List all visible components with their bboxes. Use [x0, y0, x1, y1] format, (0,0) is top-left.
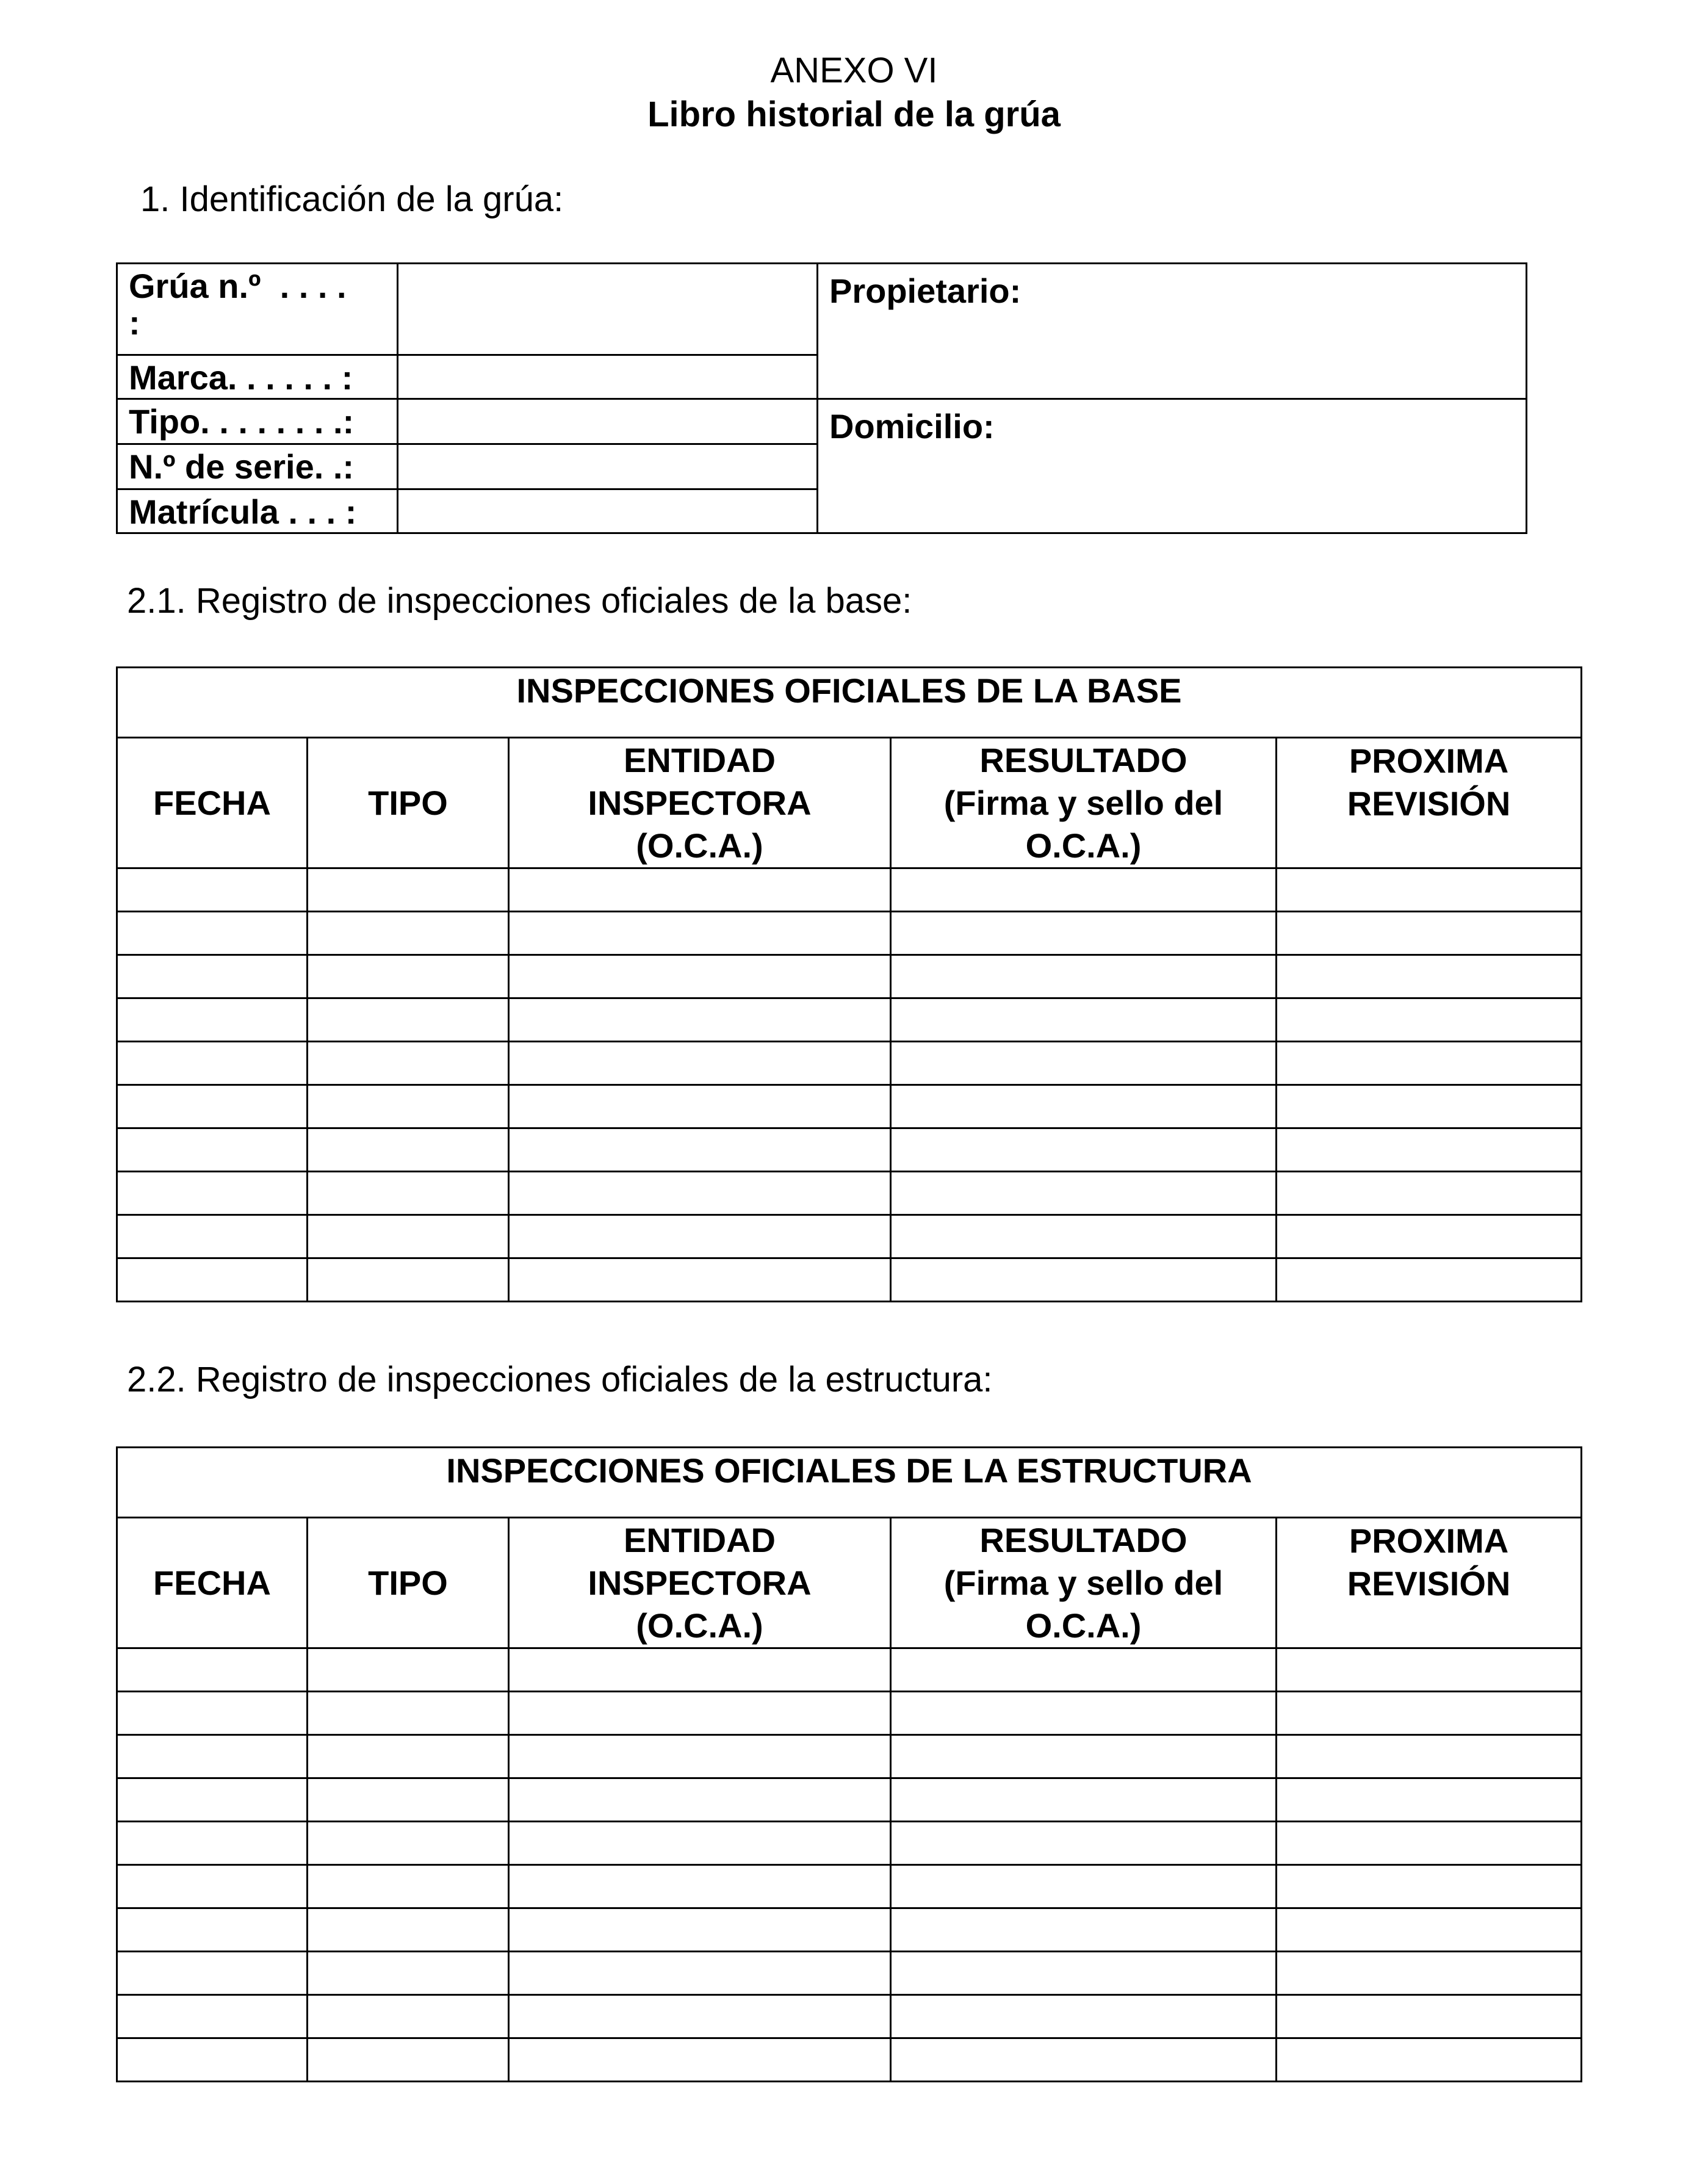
type-label: Tipo. . . . . . . .:: [117, 399, 398, 444]
table-cell[interactable]: [891, 998, 1277, 1042]
col-header-entidad: [509, 738, 891, 868]
table-row: [117, 1085, 1582, 1128]
table-cell[interactable]: [117, 955, 308, 998]
col-header-resultado-line2: (Firma y sello del: [943, 783, 1223, 822]
col-header-entidad-line2: INSPECTORA: [588, 783, 812, 822]
table-cell[interactable]: [308, 1085, 509, 1128]
table-cell[interactable]: [891, 1648, 1277, 1692]
table-row: [117, 1648, 1582, 1692]
table-row: [117, 1258, 1582, 1302]
table-cell[interactable]: [308, 2038, 509, 2082]
table-cell[interactable]: [891, 1822, 1277, 1865]
col-header-resultado-line2: (Firma y sello del: [943, 1563, 1223, 1602]
section-2-2-heading: 2.2. Registro de inspecciones oficiales de la estructura:: [127, 1360, 993, 1399]
col-header-proxima-line1: PROXIMA: [1349, 1521, 1509, 1560]
col-header-fecha: FECHA: [117, 1518, 308, 1648]
table-row: [117, 955, 1582, 998]
table-cell[interactable]: [509, 1215, 891, 1258]
table-cell[interactable]: [891, 1952, 1277, 1995]
document-title: Libro historial de la grúa: [647, 95, 1061, 134]
table-cell[interactable]: [117, 868, 308, 912]
table-cell[interactable]: [509, 1692, 891, 1735]
table-cell[interactable]: [117, 998, 308, 1042]
table-cell[interactable]: [891, 1778, 1277, 1822]
table-row: [117, 912, 1582, 955]
table-row: [117, 1042, 1582, 1085]
table-cell[interactable]: [1277, 1778, 1582, 1822]
table-cell[interactable]: [1277, 912, 1582, 955]
table-row: [117, 998, 1582, 1042]
table-cell[interactable]: [117, 1995, 308, 2038]
table-cell[interactable]: [1277, 2038, 1582, 2082]
serial-number-label: N.º de serie. .:: [117, 444, 398, 489]
table-cell[interactable]: [509, 2038, 891, 2082]
table-cell[interactable]: [117, 1648, 308, 1692]
col-header-resultado: [891, 738, 1277, 868]
table-cell[interactable]: [1277, 1735, 1582, 1778]
col-header-fecha: FECHA: [117, 738, 308, 868]
table-cell[interactable]: [509, 1085, 891, 1128]
table-row: [117, 1952, 1582, 1995]
table-cell[interactable]: [117, 1172, 308, 1215]
table-row: [117, 1778, 1582, 1822]
table-cell[interactable]: [891, 868, 1277, 912]
table-cell[interactable]: [308, 1258, 509, 1302]
table-cell[interactable]: [117, 1735, 308, 1778]
table-cell[interactable]: [509, 1258, 891, 1302]
table-cell[interactable]: [308, 1042, 509, 1085]
table-row: [117, 1735, 1582, 1778]
table-cell[interactable]: [509, 955, 891, 998]
table-row: [117, 1692, 1582, 1735]
table-cell[interactable]: [308, 1908, 509, 1952]
crane-number-label: Grúa n.º . . . . :: [117, 264, 398, 355]
table-cell[interactable]: [308, 998, 509, 1042]
col-header-resultado-line1: RESULTADO: [979, 740, 1187, 779]
table-cell[interactable]: [117, 1822, 308, 1865]
table-cell[interactable]: [509, 1778, 891, 1822]
table-cell[interactable]: [117, 1692, 308, 1735]
table-cell[interactable]: [117, 1258, 308, 1302]
col-header-resultado-line1: RESULTADO: [979, 1520, 1187, 1559]
col-header-entidad-line1: ENTIDAD: [624, 1520, 776, 1559]
table-cell[interactable]: [509, 1172, 891, 1215]
table-cell[interactable]: [1277, 1995, 1582, 2038]
col-header-entidad-line3: (O.C.A.): [636, 826, 763, 865]
table-cell[interactable]: [509, 912, 891, 955]
col-header-proxima: [1277, 738, 1582, 868]
table-cell[interactable]: [891, 1865, 1277, 1908]
table-cell[interactable]: [509, 1735, 891, 1778]
table-cell[interactable]: [891, 1258, 1277, 1302]
table-cell[interactable]: [308, 912, 509, 955]
table-cell[interactable]: [891, 1692, 1277, 1735]
owner-field[interactable]: [818, 264, 1527, 399]
address-label: Domicilio:: [829, 407, 995, 446]
structure-table-title: INSPECCIONES OFICIALES DE LA ESTRUCTURA: [117, 1448, 1582, 1518]
table-cell[interactable]: [1277, 1952, 1582, 1995]
address-field[interactable]: [818, 399, 1527, 533]
table-cell[interactable]: [308, 1865, 509, 1908]
table-cell[interactable]: [1277, 955, 1582, 998]
table-cell[interactable]: [509, 1128, 891, 1172]
col-header-resultado: [891, 1518, 1277, 1648]
table-cell[interactable]: [891, 912, 1277, 955]
brand-field[interactable]: [398, 355, 818, 399]
col-header-proxima-line2: REVISIÓN: [1347, 1564, 1511, 1603]
table-row: [117, 1172, 1582, 1215]
table-cell[interactable]: [1277, 1042, 1582, 1085]
table-cell[interactable]: [509, 1042, 891, 1085]
table-row: [117, 1128, 1582, 1172]
table-cell[interactable]: [1277, 1865, 1582, 1908]
table-cell[interactable]: [509, 1822, 891, 1865]
col-header-entidad-line3: (O.C.A.): [636, 1606, 763, 1645]
base-inspections-table: [116, 666, 1582, 1302]
table-cell[interactable]: [509, 868, 891, 912]
table-cell[interactable]: [891, 1128, 1277, 1172]
table-cell[interactable]: [891, 955, 1277, 998]
table-cell[interactable]: [509, 998, 891, 1042]
serial-number-field[interactable]: [398, 444, 818, 489]
table-cell[interactable]: [891, 1042, 1277, 1085]
table-cell[interactable]: [308, 1778, 509, 1822]
table-cell[interactable]: [308, 1692, 509, 1735]
table-cell[interactable]: [308, 955, 509, 998]
section-2-1-heading: 2.1. Registro de inspecciones oficiales de la base:: [127, 581, 912, 621]
table-cell[interactable]: [1277, 868, 1582, 912]
table-cell[interactable]: [1277, 1215, 1582, 1258]
table-row: [117, 1908, 1582, 1952]
table-cell[interactable]: [1277, 998, 1582, 1042]
table-cell[interactable]: [891, 1735, 1277, 1778]
table-cell[interactable]: [117, 1778, 308, 1822]
table-cell[interactable]: [509, 1865, 891, 1908]
table-cell[interactable]: [891, 1215, 1277, 1258]
table-cell[interactable]: [891, 1908, 1277, 1952]
table-row: [117, 2038, 1582, 2082]
col-header-proxima: [1277, 1518, 1582, 1648]
table-cell[interactable]: [509, 1952, 891, 1995]
table-row: [117, 1822, 1582, 1865]
table-cell[interactable]: [308, 868, 509, 912]
brand-label: Marca. . . . . . :: [117, 355, 398, 399]
col-header-entidad-line1: ENTIDAD: [624, 740, 776, 779]
type-field[interactable]: [398, 399, 818, 444]
base-table-title: INSPECCIONES OFICIALES DE LA BASE: [117, 668, 1582, 738]
table-cell[interactable]: [308, 1215, 509, 1258]
table-cell[interactable]: [1277, 1822, 1582, 1865]
annex-label: ANEXO VI: [770, 51, 938, 90]
owner-label: Propietario:: [829, 272, 1022, 310]
table-cell[interactable]: [308, 1995, 509, 2038]
table-cell[interactable]: [891, 1085, 1277, 1128]
col-header-tipo: TIPO: [308, 738, 509, 868]
table-cell[interactable]: [1277, 1648, 1582, 1692]
section-1-heading: 1. Identificación de la grúa:: [140, 179, 564, 219]
structure-inspections-table: [116, 1446, 1582, 2082]
table-cell[interactable]: [1277, 1908, 1582, 1952]
col-header-tipo: TIPO: [308, 1518, 509, 1648]
table-row: [117, 1215, 1582, 1258]
table-cell[interactable]: [509, 1648, 891, 1692]
table-cell[interactable]: [308, 1952, 509, 1995]
table-cell[interactable]: [308, 1822, 509, 1865]
table-cell[interactable]: [891, 1995, 1277, 2038]
table-cell[interactable]: [117, 1085, 308, 1128]
table-cell[interactable]: [117, 1865, 308, 1908]
table-cell[interactable]: [117, 1042, 308, 1085]
table-row: [117, 1865, 1582, 1908]
table-cell[interactable]: [1277, 1172, 1582, 1215]
table-cell[interactable]: [891, 1172, 1277, 1215]
table-cell[interactable]: [1277, 1085, 1582, 1128]
table-cell[interactable]: [117, 2038, 308, 2082]
col-header-proxima-line2: REVISIÓN: [1347, 784, 1511, 823]
table-cell[interactable]: [117, 1215, 308, 1258]
table-cell[interactable]: [117, 1908, 308, 1952]
crane-number-field[interactable]: [398, 264, 818, 355]
page-header: [0, 49, 1708, 137]
table-cell[interactable]: [1277, 1692, 1582, 1735]
table-cell[interactable]: [308, 1735, 509, 1778]
col-header-proxima-line1: PROXIMA: [1349, 742, 1509, 780]
table-row: [117, 1995, 1582, 2038]
registration-label: Matrícula . . . :: [117, 489, 398, 533]
table-cell[interactable]: [308, 1172, 509, 1215]
col-header-entidad-line2: INSPECTORA: [588, 1563, 812, 1602]
col-header-resultado-line3: O.C.A.): [1025, 1606, 1142, 1645]
table-cell[interactable]: [891, 2038, 1277, 2082]
col-header-entidad: [509, 1518, 891, 1648]
crane-identification-table: [116, 262, 1527, 534]
table-cell[interactable]: [509, 1995, 891, 2038]
col-header-resultado-line3: O.C.A.): [1025, 826, 1142, 865]
table-cell[interactable]: [117, 1128, 308, 1172]
registration-field[interactable]: [398, 489, 818, 533]
table-cell[interactable]: [1277, 1128, 1582, 1172]
table-cell[interactable]: [1277, 1258, 1582, 1302]
table-row: [117, 868, 1582, 912]
table-cell[interactable]: [117, 1952, 308, 1995]
table-cell[interactable]: [308, 1128, 509, 1172]
table-cell[interactable]: [117, 912, 308, 955]
table-cell[interactable]: [308, 1648, 509, 1692]
table-cell[interactable]: [509, 1908, 891, 1952]
